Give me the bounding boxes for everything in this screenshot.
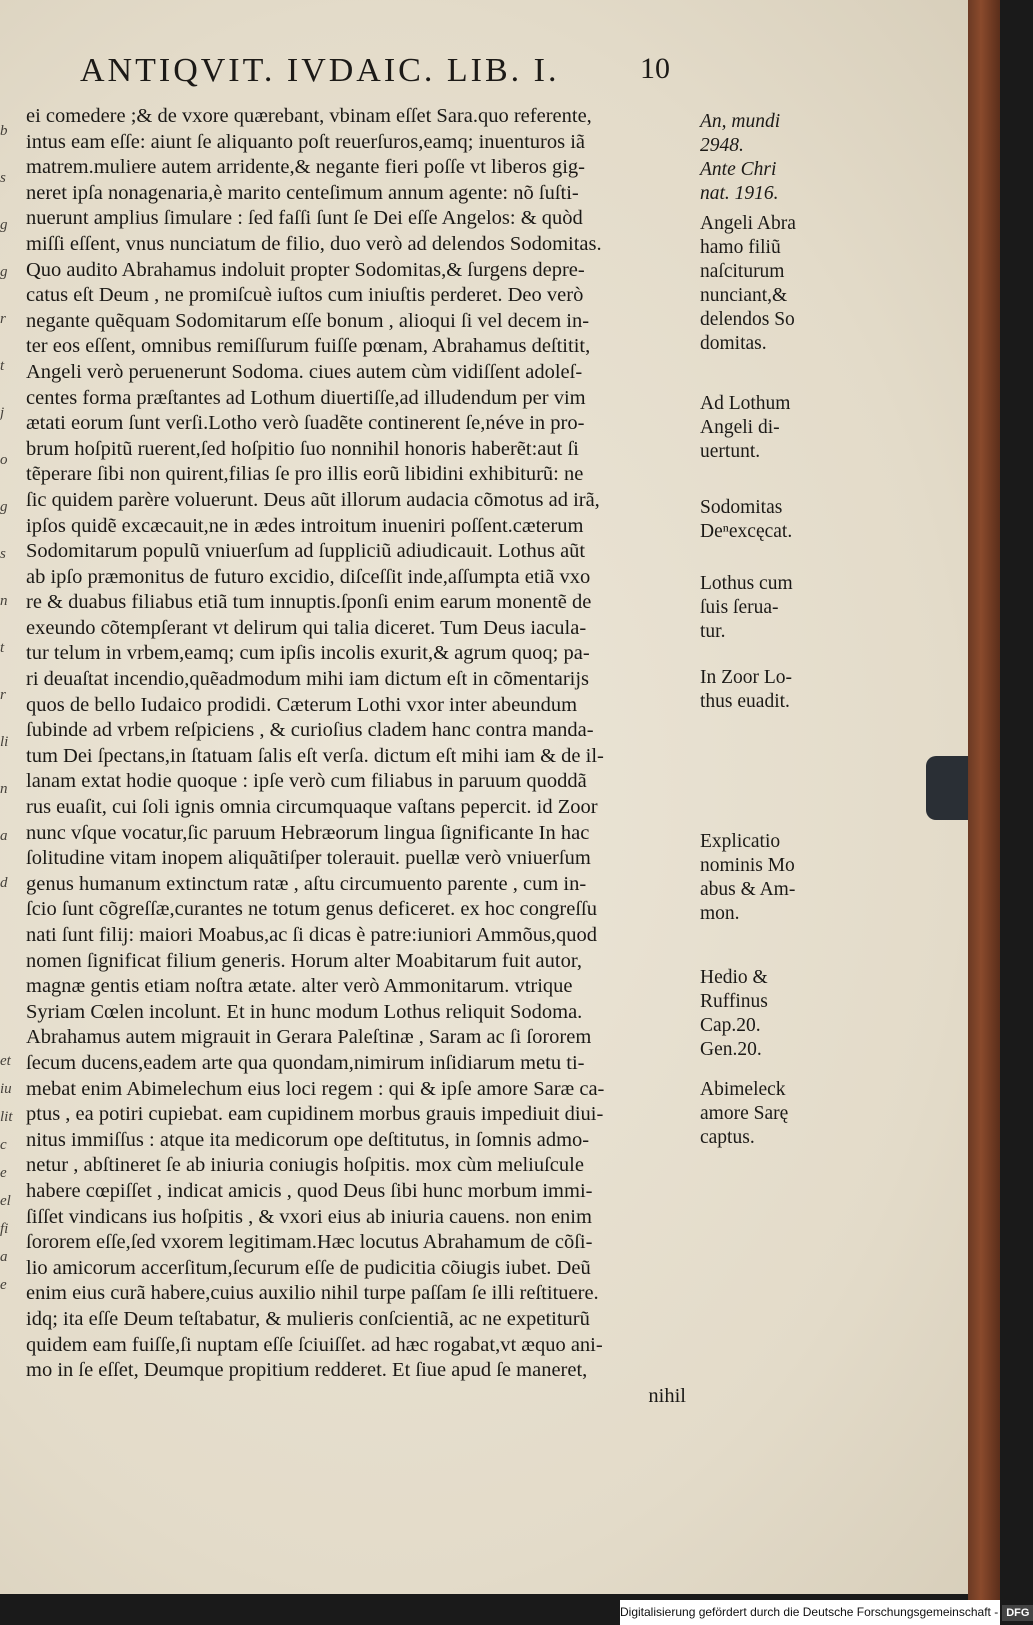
body-line: magnæ gentis etiam noſtra ætate. alter verò Ammonitarum. vtrique: [26, 975, 573, 998]
body-line: centes forma præſtantes ad Lothum diuertiſſe,ad illudendum per vim: [26, 386, 586, 409]
body-line: ſubinde ad vrbem reſpiciens , & curioſius cladem hanc contra manda-: [26, 719, 594, 742]
body-line: ſic quidem parère voluerunt. Deus aũt illorum audacia cõmotus ad irã,: [26, 488, 600, 511]
body-line: ſiſſet vindicans ius hoſpitis , & vxori eius ab iniuria cauens. non enim: [26, 1205, 592, 1228]
margin-note-line: 2948.: [700, 135, 744, 156]
digitization-footer: [620, 1600, 1030, 1625]
margin-note-line: nat. 1916.: [700, 183, 779, 204]
bleed-fragment: r: [0, 687, 6, 703]
margin-note-line: abus & Am-: [700, 879, 796, 900]
body-line: nati ſunt filij: maiori Moabus,ac ſi dicas è patre:iuniori Ammõus,quod: [26, 924, 598, 946]
margin-note-line: naſciturum: [700, 261, 785, 282]
body-line: quos de bello Iudaico prodidi. Cæterum Lothi vxor inter abeundum: [26, 693, 578, 716]
body-line: nihil: [648, 1384, 686, 1407]
body-line: negante quẽquam Sodomitarum eſſe bonum , alioqui ſi vel decem in-: [26, 309, 590, 332]
body-line: rus euaſit, cui ſoli ignis omnia circumquaque vaſtans pepercit. id Zoor: [26, 796, 598, 819]
bleed-fragment: iu: [0, 1081, 12, 1097]
margin-note-line: Abimeleck: [700, 1079, 786, 1100]
bleed-fragment: d: [0, 875, 8, 891]
margin-note-line: nominis Mo: [700, 855, 795, 876]
margin-note-line: thus euadit.: [700, 691, 790, 712]
bleed-fragment: t: [0, 358, 5, 374]
margin-note-line: delendos So: [700, 309, 795, 330]
body-line: tẽperare ſibi non quirent,filias ſe pro illis eorũ libidini exhibiturũ: ne: [26, 463, 584, 486]
margin-note-angeli: [700, 212, 900, 356]
body-line: nuerunt amplius ſimulare : ſed faſſi ſunt ſe Dei eſſe Angelos: & quòd: [26, 207, 583, 230]
margin-note-line: Hedio &: [700, 967, 768, 988]
bleed-fragment: o: [0, 452, 8, 468]
margin-note-line: Ruffinus: [700, 991, 768, 1012]
bleed-fragment: b: [0, 123, 8, 139]
body-line: nitus immiſſus : atque ita medicorum ope deſtitutus, in ſomnis admo-: [26, 1128, 590, 1151]
bleed-fragment: a: [0, 828, 8, 844]
body-line: miſſi eſſent, vnus nunciatum de filio, duo verò ad delendos Sodomitas.: [26, 232, 602, 255]
body-line: enim eius curã habere,cuius auxilio nihil turpe paſſam ſe illi reſtituere.: [26, 1282, 599, 1305]
body-line: ſolitudine vitam inopem aliquãtiſper tolerauit. puellæ verò vniuerſum: [26, 847, 591, 870]
margin-note-line: Gen.20.: [700, 1039, 762, 1060]
body-line: lio amicorum accerſitum,ſecurum eſſe de pudicitia cõiugis iubet. Deũ: [26, 1256, 591, 1279]
bleed-fragment: a: [0, 1249, 8, 1265]
body-line: tur telum in vrbem,eamq; cum ipſis incolis exurit,& agrum quoq; pa-: [26, 642, 590, 665]
body-line: quidem eam fuiſſe,ſi nuptam eſſe ſciuiſſet. ad hæc rogabat,vt æquo ani-: [26, 1333, 603, 1356]
margin-note-line: Deⁿexcęcat.: [700, 521, 793, 542]
body-line: exeundo cõtempſerant vt delirum qui talia diceret. Tum Deus iacula-: [26, 616, 587, 639]
margin-note-zoor: [700, 666, 900, 714]
body-line: habere cœpiſſet , indicat amicis , quod Deus ſibi hunc morbum immi-: [26, 1179, 593, 1202]
body-line: lanam extat hodie quoque : ipſe verò cum filiabus in paruum quoddã: [26, 770, 587, 793]
margin-note-line: Angeli di-: [700, 417, 780, 438]
footer-text: Digitalisierung gefördert durch die Deutsche Forschungsgemeinschaft -: [620, 1605, 999, 1619]
body-line: catus eſt Deum , ne promiſcuè iuſtos cum iniuſtis perderet. Deo verò: [26, 284, 584, 307]
body-line: ter eos eſſent, omnibus remiſſurum fuiſſe pœnam, Abrahamus deſtitit,: [26, 335, 591, 358]
bleed-fragment: el: [0, 1193, 11, 1209]
margin-note-abimeleck: [700, 1078, 900, 1150]
bleed-fragment: e: [0, 1165, 7, 1181]
bleed-fragment: n: [0, 781, 8, 797]
body-line: mo in ſe eſſet, Deumque propitium redderet. Et ſiue apud ſe maneret,: [26, 1359, 588, 1382]
margin-note-line: hamo filiũ: [700, 237, 781, 258]
body-line: genus humanum extinctum ratæ , aſtu circumuento parente , cum in-: [26, 872, 587, 895]
body-line: ſororem eſſe,ſed vxorem legitimam.Hæc locutus Abrahamum de cõſi-: [26, 1231, 593, 1254]
margin-note-line: Sodomitas: [700, 497, 783, 518]
bleed-fragment: g: [0, 264, 8, 280]
body-line: Sodomitarum populũ vniuerſum ad ſuppliciũ adiudicauit. Lothus aũt: [26, 540, 586, 563]
body-line: neret ipſa nonagenaria,è marito centeſimum annum agente: nõ ſuſti-: [26, 181, 579, 204]
bleed-fragment: lit: [0, 1109, 13, 1125]
bleed-fragment: g: [0, 217, 8, 233]
body-line: Angeli verò peruenerunt Sodoma. ciues autem cùm vidiſſent adoleſ-: [26, 360, 583, 383]
bleed-fragment: s: [0, 170, 6, 186]
margin-note-lothum: [700, 392, 900, 464]
margin-note-line: Explicatio: [700, 831, 781, 852]
body-line: tum Dei ſpectans,in ſtatuam ſalis eſt verſa. dictum eſt mihi iam & de il-: [26, 744, 604, 767]
body-line: ſecum ducens,eadem arte qua quondam,nimirum inſidiarum metu ti-: [26, 1051, 585, 1074]
body-line: Quo audito Abrahamus indoluit propter Sodomitas,& ſurgens depre-: [26, 258, 585, 281]
left-bleed-top: [0, 120, 24, 919]
margin-note-excecat: [700, 496, 900, 544]
body-line: ei comedere ;& de vxore quærebant, vbinam eſſet Sara.quo referente,: [26, 105, 592, 127]
bleed-fragment: n: [0, 593, 8, 609]
body-line: ætati eorum ſunt verſi.Lotho verò ſuadẽte continerent ſe,néve in pro-: [26, 412, 585, 435]
body-line: re & duabus filiabus etiã tum innuptis.ſponſi enim earum monentẽ de: [26, 591, 592, 614]
margin-note-seruatur: [700, 572, 900, 644]
margin-note-line: An, mundi: [700, 111, 781, 132]
body-line: mebat enim Abimelechum eius loci regem : qui & ipſe amore Saræ ca-: [26, 1077, 605, 1100]
body-line: idq; ita eſſe Deum teſtabatur, & mulieris conſcientiã, ac ne expetiturũ: [26, 1307, 590, 1330]
margin-note-line: domitas.: [700, 333, 767, 354]
body-line: ſcio ſunt cõgreſſæ,curantes ne totum genus deficeret. ex hoc congreſſu: [26, 898, 597, 921]
bleed-fragment: g: [0, 499, 8, 515]
body-line: intus eam eſſe: aiunt ſe aliquanto poſt reuerſuros,eamq; inuenturos iã: [26, 130, 586, 153]
margin-note-annus: [700, 110, 900, 206]
margin-note-line: amore Sarę: [700, 1103, 789, 1124]
margin-note-line: nunciant,&: [700, 285, 788, 306]
bleed-fragment: fi: [0, 1221, 9, 1237]
margin-note-line: Angeli Abra: [700, 213, 796, 234]
book-spine: [968, 0, 1000, 1625]
bleed-fragment: r: [0, 311, 6, 327]
bleed-fragment: t: [0, 640, 5, 656]
left-bleed-bottom: [0, 1050, 24, 1302]
body-line: nomen ſignificat filium generis. Horum alter Moabitarum fuit autor,: [26, 949, 582, 972]
margin-note-line: mon.: [700, 903, 740, 924]
body-line: nunc vſque vocatur,ſic paruum Hebræorum lingua ſignificante In hac: [26, 821, 590, 844]
margin-note-line: Cap.20.: [700, 1015, 761, 1036]
margin-note-line: Lothus cum: [700, 573, 793, 594]
bleed-fragment: et: [0, 1053, 11, 1069]
margin-note-line: Ante Chri: [700, 159, 777, 180]
body-line: ab ipſo præmonitus de futuro excidio, diſceſſit inde,aſſumpta etiã vxo: [26, 565, 591, 588]
dfg-logo: DFG: [1002, 1605, 1033, 1621]
margin-note-line: In Zoor Lo-: [700, 667, 793, 688]
bleed-fragment: c: [0, 1137, 7, 1153]
bleed-fragment: e: [0, 1277, 7, 1293]
margin-note-line: Ad Lothum: [700, 393, 791, 414]
margin-note-line: ſuis ſerua-: [700, 597, 779, 618]
margin-note-hedio: [700, 966, 900, 1062]
body-line: matrem.muliere autem arridente,& negante fieri poſſe vt liberos gig-: [26, 156, 585, 179]
bleed-fragment: j: [0, 405, 5, 421]
body-line: Abrahamus autem migrauit in Gerara Paleſtinæ , Saram ac ſi ſororem: [26, 1026, 592, 1049]
margin-note-line: captus.: [700, 1127, 755, 1148]
body-line: ipſos quidẽ excæcauit,ne in ædes introitum inueniri poſſent.cæterum: [26, 514, 584, 537]
margin-note-line: uertunt.: [700, 441, 761, 462]
body-line: Syriam Cœlen incolunt. Et in hunc modum Lothus reliquit Sodoma.: [26, 1000, 583, 1023]
body-line: brum hoſpitũ ruerent,ſed hoſpitio ſuo nonnihil honoris haberẽt:aut ſi: [26, 437, 579, 460]
body-line: netur , abſtineret ſe ab iniuria coniugis hoſpitis. mox cùm meliuſcule: [26, 1154, 584, 1177]
body-text: [26, 104, 698, 1409]
folio-number: 10: [640, 52, 670, 85]
bleed-fragment: li: [0, 734, 9, 750]
body-line: ptus , ea potiri cupiebat. eam cupidinem morbus grauis impediuit diui-: [26, 1103, 604, 1126]
bleed-fragment: s: [0, 546, 6, 562]
margin-note-explicatio: [700, 830, 900, 926]
running-head: ANTIQVIT. IVDAIC. LIB. I.: [80, 52, 560, 89]
margin-note-line: tur.: [700, 621, 726, 642]
body-line: ri deuaſtat incendio,quẽadmodum mihi iam dictum eſt in cõmentarijs: [26, 668, 590, 691]
